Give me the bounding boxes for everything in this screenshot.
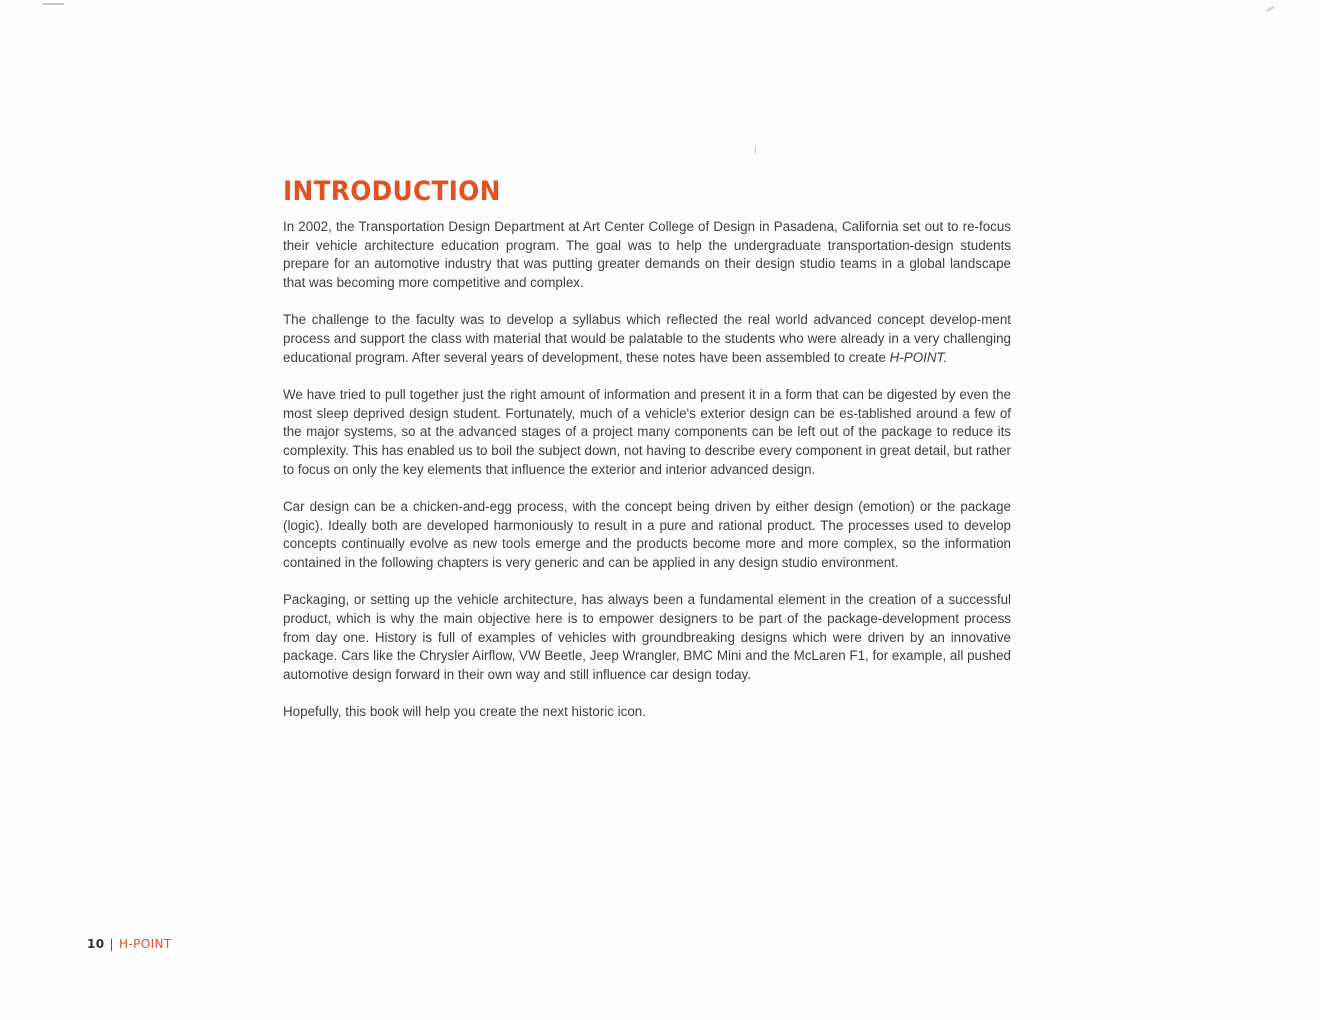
section-title: INTRODUCTION xyxy=(283,176,501,207)
scan-speck xyxy=(755,146,756,154)
page-footer xyxy=(87,937,172,951)
paragraph xyxy=(283,311,1011,367)
footer-separator: | xyxy=(109,937,114,951)
book-title: H-POINT xyxy=(118,937,172,951)
book-title-italic: H-POINT. xyxy=(889,349,948,365)
paragraph: Packaging, or setting up the vehicle architecture, has always been a fundamental element in the creation of a successful product, which is why the main objective here is to empower designers to be part of the package-development process from day one. History is full of examples of vehicles with groundbreaking designs which were driven by an innovative package. Cars like the Chrysler Airflow, VW Beetle, Jeep Wrangler, BMC Mini and the McLaren F1, for example, all pushed automotive design forward in their own way and still influence car design today. xyxy=(283,592,1011,683)
introduction-section xyxy=(283,176,1011,722)
paragraph: We have tried to pull together just the right amount of information and present it in a form that can be digested by even the most sleep deprived design student. Fortunately, much of a vehicle's exterior design can be es-tablished around a few of the major systems, so at the advanced stages of a project many components can be left out of the package to reduce its complexity. This has enabled us to boil the subject down, not having to describe every component in great detail, but rather to focus on only the key elements that influence the exterior and interior advanced design. xyxy=(283,386,1011,477)
paragraph: In 2002, the Transportation Design Department at Art Center College of Design in Pasadena, California set out to re-focus their vehicle architecture education program. The goal was to help the undergraduate transportation-design students prepare for an automotive industry that was putting greater demands on their design studio teams in a global landscape that was becoming more competitive and complex. xyxy=(283,219,1011,291)
paragraph-text: The challenge to the faculty was to develop a syllabus which reflected the real world advanced concept develop-ment process and support the class with material that would be palatable to the students who were already in a very challenging educational program. After several years of development, these notes have been assembled to create xyxy=(283,312,1011,365)
paragraph: Hopefully, this book will help you create the next historic icon. xyxy=(283,704,646,720)
scan-speck xyxy=(1266,6,1274,12)
paragraph: Car design can be a chicken-and-egg process, with the concept being driven by either design (emotion) or the package (logic). Ideally both are developed harmoniously to result in a pure and rational product. The processes used to develop concepts continually evolve as new tools emerge and the products become more and more complex, so the information contained in the following chapters is very generic and can be applied in any design studio environment. xyxy=(283,498,1011,571)
page-number: 10 xyxy=(87,937,105,951)
scan-speck xyxy=(42,3,64,5)
